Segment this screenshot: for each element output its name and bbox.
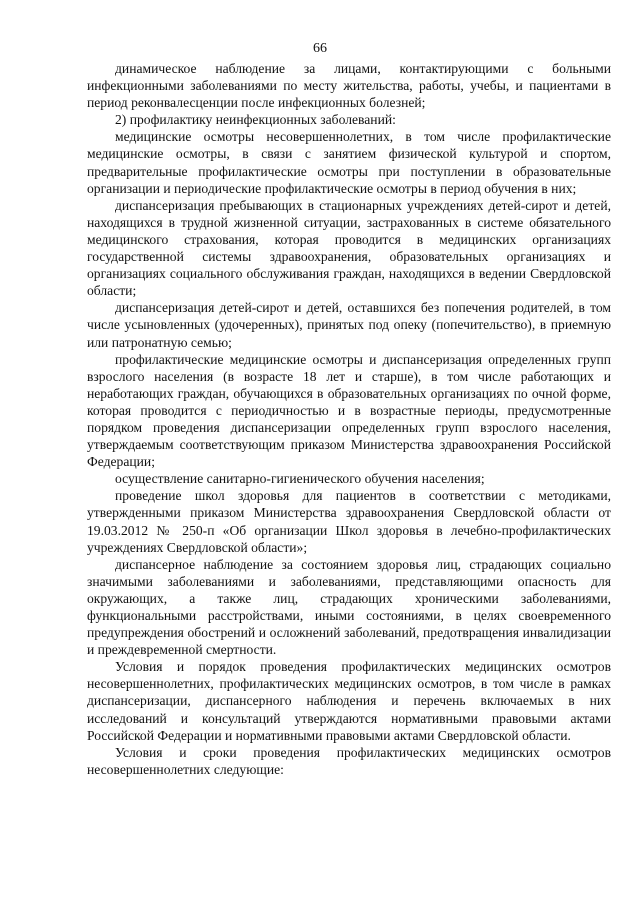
paragraph-exam-procedure: Условия и порядок проведения профилактических медицинских осмотров несовершеннолетних, профилактических медицинских осмотров, в том числе в рамках диспансеризации, диспансерного наблюдения и перечень включаемых в них исследований и консультаций утверждаются нормативными правовыми актами Российской Федерации и нормативными правовыми актами Свердловской области. bbox=[87, 659, 611, 743]
paragraph-orphans-adopted: диспансеризация детей-сирот и детей, оставшихся без попечения родителей, в том числе усыновленных (удочеренных), принятых под опеку (попечительство), в приемную или патронатную семью; bbox=[87, 300, 611, 350]
paragraph-dispensary-observation: диспансерное наблюдение за состоянием здоровья лиц, страдающих социально значимыми заболеваниями и заболеваниями, представляющими опасность для окружающих, а также лиц, страдающих хроническими заболеваниями, функциональными расстройствами, иными состояниями, в целях своевременного предупреждения обострений и осложнений заболеваний, предотвращения инвалидизации и преждевременной смертности. bbox=[87, 556, 611, 658]
paragraph-noninfectious-heading: 2) профилактику неинфекционных заболеваний: bbox=[115, 112, 396, 128]
paragraph-exam-terms: Условия и сроки проведения профилактических медицинских осмотров несовершеннолетних следующие: bbox=[87, 744, 611, 777]
document-body bbox=[87, 60, 611, 778]
paragraph-infection-followup: динамическое наблюдение за лицами, контактирующими с больными инфекционными заболеваниями по месту жительства, работы, учебы, и пациентами в период реконвалесценции после инфекционных болезней; bbox=[87, 61, 611, 111]
page-number: 66 bbox=[313, 41, 327, 56]
paragraph-minor-exams: медицинские осмотры несовершеннолетних, в том числе профилактические медицинские осмотры, в связи с занятием физической культурой и спортом, предварительные профилактические осмотры при поступлении в образовательные организации и периодические профилактические осмотры в период обучения в них; bbox=[87, 129, 611, 196]
paragraph-orphans-inpatient: диспансеризация пребывающих в стационарных учреждениях детей-сирот и детей, находящихся в трудной жизненной ситуации, застрахованных в системе обязательного медицинского страхования, которая проводится в медицинских организациях государственной системы здравоохранения, образовательных организациях и организациях социального обслуживания граждан, находящихся в ведении Свердловской области; bbox=[87, 197, 611, 299]
paragraph-adult-screening: профилактические медицинские осмотры и диспансеризация определенных групп взрослого населения (в возрасте 18 лет и старше), в том числе работающих и неработающих граждан, обучающихся в образовательных организациях по очной форме, которая проводится с периодичностью и в возрастные периоды, предусмотренные порядком проведения диспансеризации определенных групп взрослого населения, утверждаемым соответствующим приказом Министерства здравоохранения Российской Федерации; bbox=[87, 351, 611, 470]
paragraph-health-schools: проведение школ здоровья для пациентов в соответствии с методиками, утвержденными приказом Министерства здравоохранения Свердловской области от 19.03.2012 № 250-п «Об организации Школ здоровья в лечебно-профилактических учреждениях Свердловской области»; bbox=[87, 488, 611, 555]
paragraph-hygiene-education: осуществление санитарно-гигиенического обучения населения; bbox=[115, 471, 485, 487]
